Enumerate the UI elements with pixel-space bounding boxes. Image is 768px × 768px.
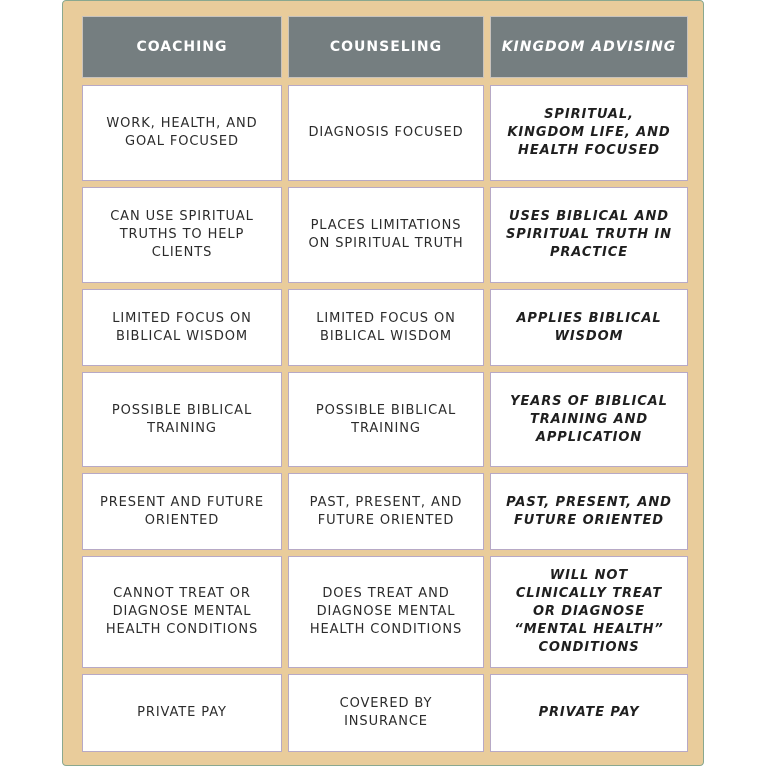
cell-kingdom-advising: YEARS OF BIBLICAL TRAINING AND APPLICATION [490, 372, 688, 467]
cell-counseling: POSSIBLE BIBLICAL TRAINING [288, 372, 484, 467]
cell-counseling: LIMITED FOCUS ON BIBLICAL WISDOM [288, 289, 484, 366]
cell-coaching: CANNOT TREAT OR DIAGNOSE MENTAL HEALTH CONDITIONS [82, 556, 282, 668]
comparison-panel [62, 0, 704, 766]
cell-coaching: CAN USE SPIRITUAL TRUTHS TO HELP CLIENTS [82, 187, 282, 283]
cell-coaching: PRESENT AND FUTURE ORIENTED [82, 473, 282, 550]
cell-kingdom-advising: APPLIES BIBLICAL WISDOM [490, 289, 688, 366]
cell-counseling: DOES TREAT AND DIAGNOSE MENTAL HEALTH CONDITIONS [288, 556, 484, 668]
cell-coaching: WORK, HEALTH, AND GOAL FOCUSED [82, 85, 282, 181]
cell-coaching: LIMITED FOCUS ON BIBLICAL WISDOM [82, 289, 282, 366]
header-coaching: COACHING [82, 16, 282, 78]
cell-coaching: POSSIBLE BIBLICAL TRAINING [82, 372, 282, 467]
comparison-table [82, 16, 688, 758]
header-kingdom-advising: KINGDOM ADVISING [490, 16, 688, 78]
cell-counseling: PLACES LIMITATIONS ON SPIRITUAL TRUTH [288, 187, 484, 283]
cell-counseling: PAST, PRESENT, AND FUTURE ORIENTED [288, 473, 484, 550]
cell-coaching: PRIVATE PAY [82, 674, 282, 752]
cell-kingdom-advising: SPIRITUAL, KINGDOM LIFE, AND HEALTH FOCUSED [490, 85, 688, 181]
cell-kingdom-advising: WILL NOT CLINICALLY TREAT OR DIAGNOSE “MENTAL HEALTH” CONDITIONS [490, 556, 688, 668]
header-counseling: COUNSELING [288, 16, 484, 78]
cell-counseling: COVERED BY INSURANCE [288, 674, 484, 752]
cell-counseling: DIAGNOSIS FOCUSED [288, 85, 484, 181]
cell-kingdom-advising: PRIVATE PAY [490, 674, 688, 752]
cell-kingdom-advising: PAST, PRESENT, AND FUTURE ORIENTED [490, 473, 688, 550]
cell-kingdom-advising: USES BIBLICAL AND SPIRITUAL TRUTH IN PRACTICE [490, 187, 688, 283]
